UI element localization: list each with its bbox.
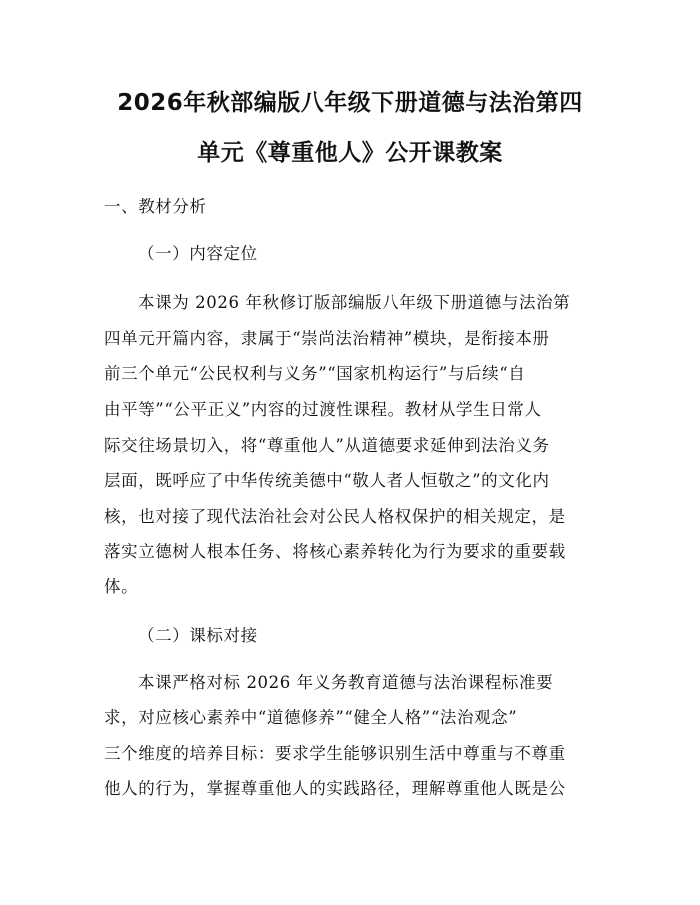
paragraph-line: 他人的行为，掌握尊重他人的实践路径，理解尊重他人既是公 — [104, 779, 566, 798]
paragraph-line: 求，对应核心素养中“道德修养”“健全人格”“法治观念” — [104, 708, 518, 727]
paragraph-line: 由平等”“公平正义”内容的过渡性课程。教材从学生日常人 — [104, 400, 542, 419]
paragraph-line: 本课严格对标 2026 年义务教育道德与法治课程标准要 — [138, 673, 554, 692]
paragraph-line: 本课为 2026 年秋修订版部编版八年级下册道德与法治第 — [138, 293, 571, 312]
paragraph-line: 四单元开篇内容，隶属于“崇尚法治精神”模块，是衔接本册 — [104, 329, 550, 348]
document-title-line-2: 单元《尊重他人》公开课教案 — [197, 140, 503, 166]
section-heading-textbook-analysis: 一、教材分析 — [104, 197, 207, 216]
subsection-heading-curriculum-alignment: （二）课标对接 — [138, 626, 258, 645]
paragraph-line: 核，也对接了现代法治社会对公民人格权保护的相关规定，是 — [104, 507, 566, 526]
paragraph-line: 际交往场景切入，将“尊重他人”从道德要求延伸到法治义务 — [104, 436, 550, 455]
document-title-line-1: 2026年秋部编版八年级下册道德与法治第四 — [117, 90, 583, 116]
paragraph-line: 落实立德树人根本任务、将核心素养转化为行为要求的重要载 — [104, 542, 566, 561]
paragraph-line: 前三个单元“公民权利与义务”“国家机构运行”与后续“自 — [104, 364, 526, 383]
paragraph-line: 体。 — [104, 577, 139, 596]
paragraph-line: 层面，既呼应了中华传统美德中“敬人者人恒敬之”的文化内 — [104, 471, 550, 490]
paragraph-line: 三个维度的培养目标：要求学生能够识别生活中尊重与不尊重 — [104, 744, 566, 763]
subsection-heading-content-positioning: （一）内容定位 — [138, 244, 258, 263]
